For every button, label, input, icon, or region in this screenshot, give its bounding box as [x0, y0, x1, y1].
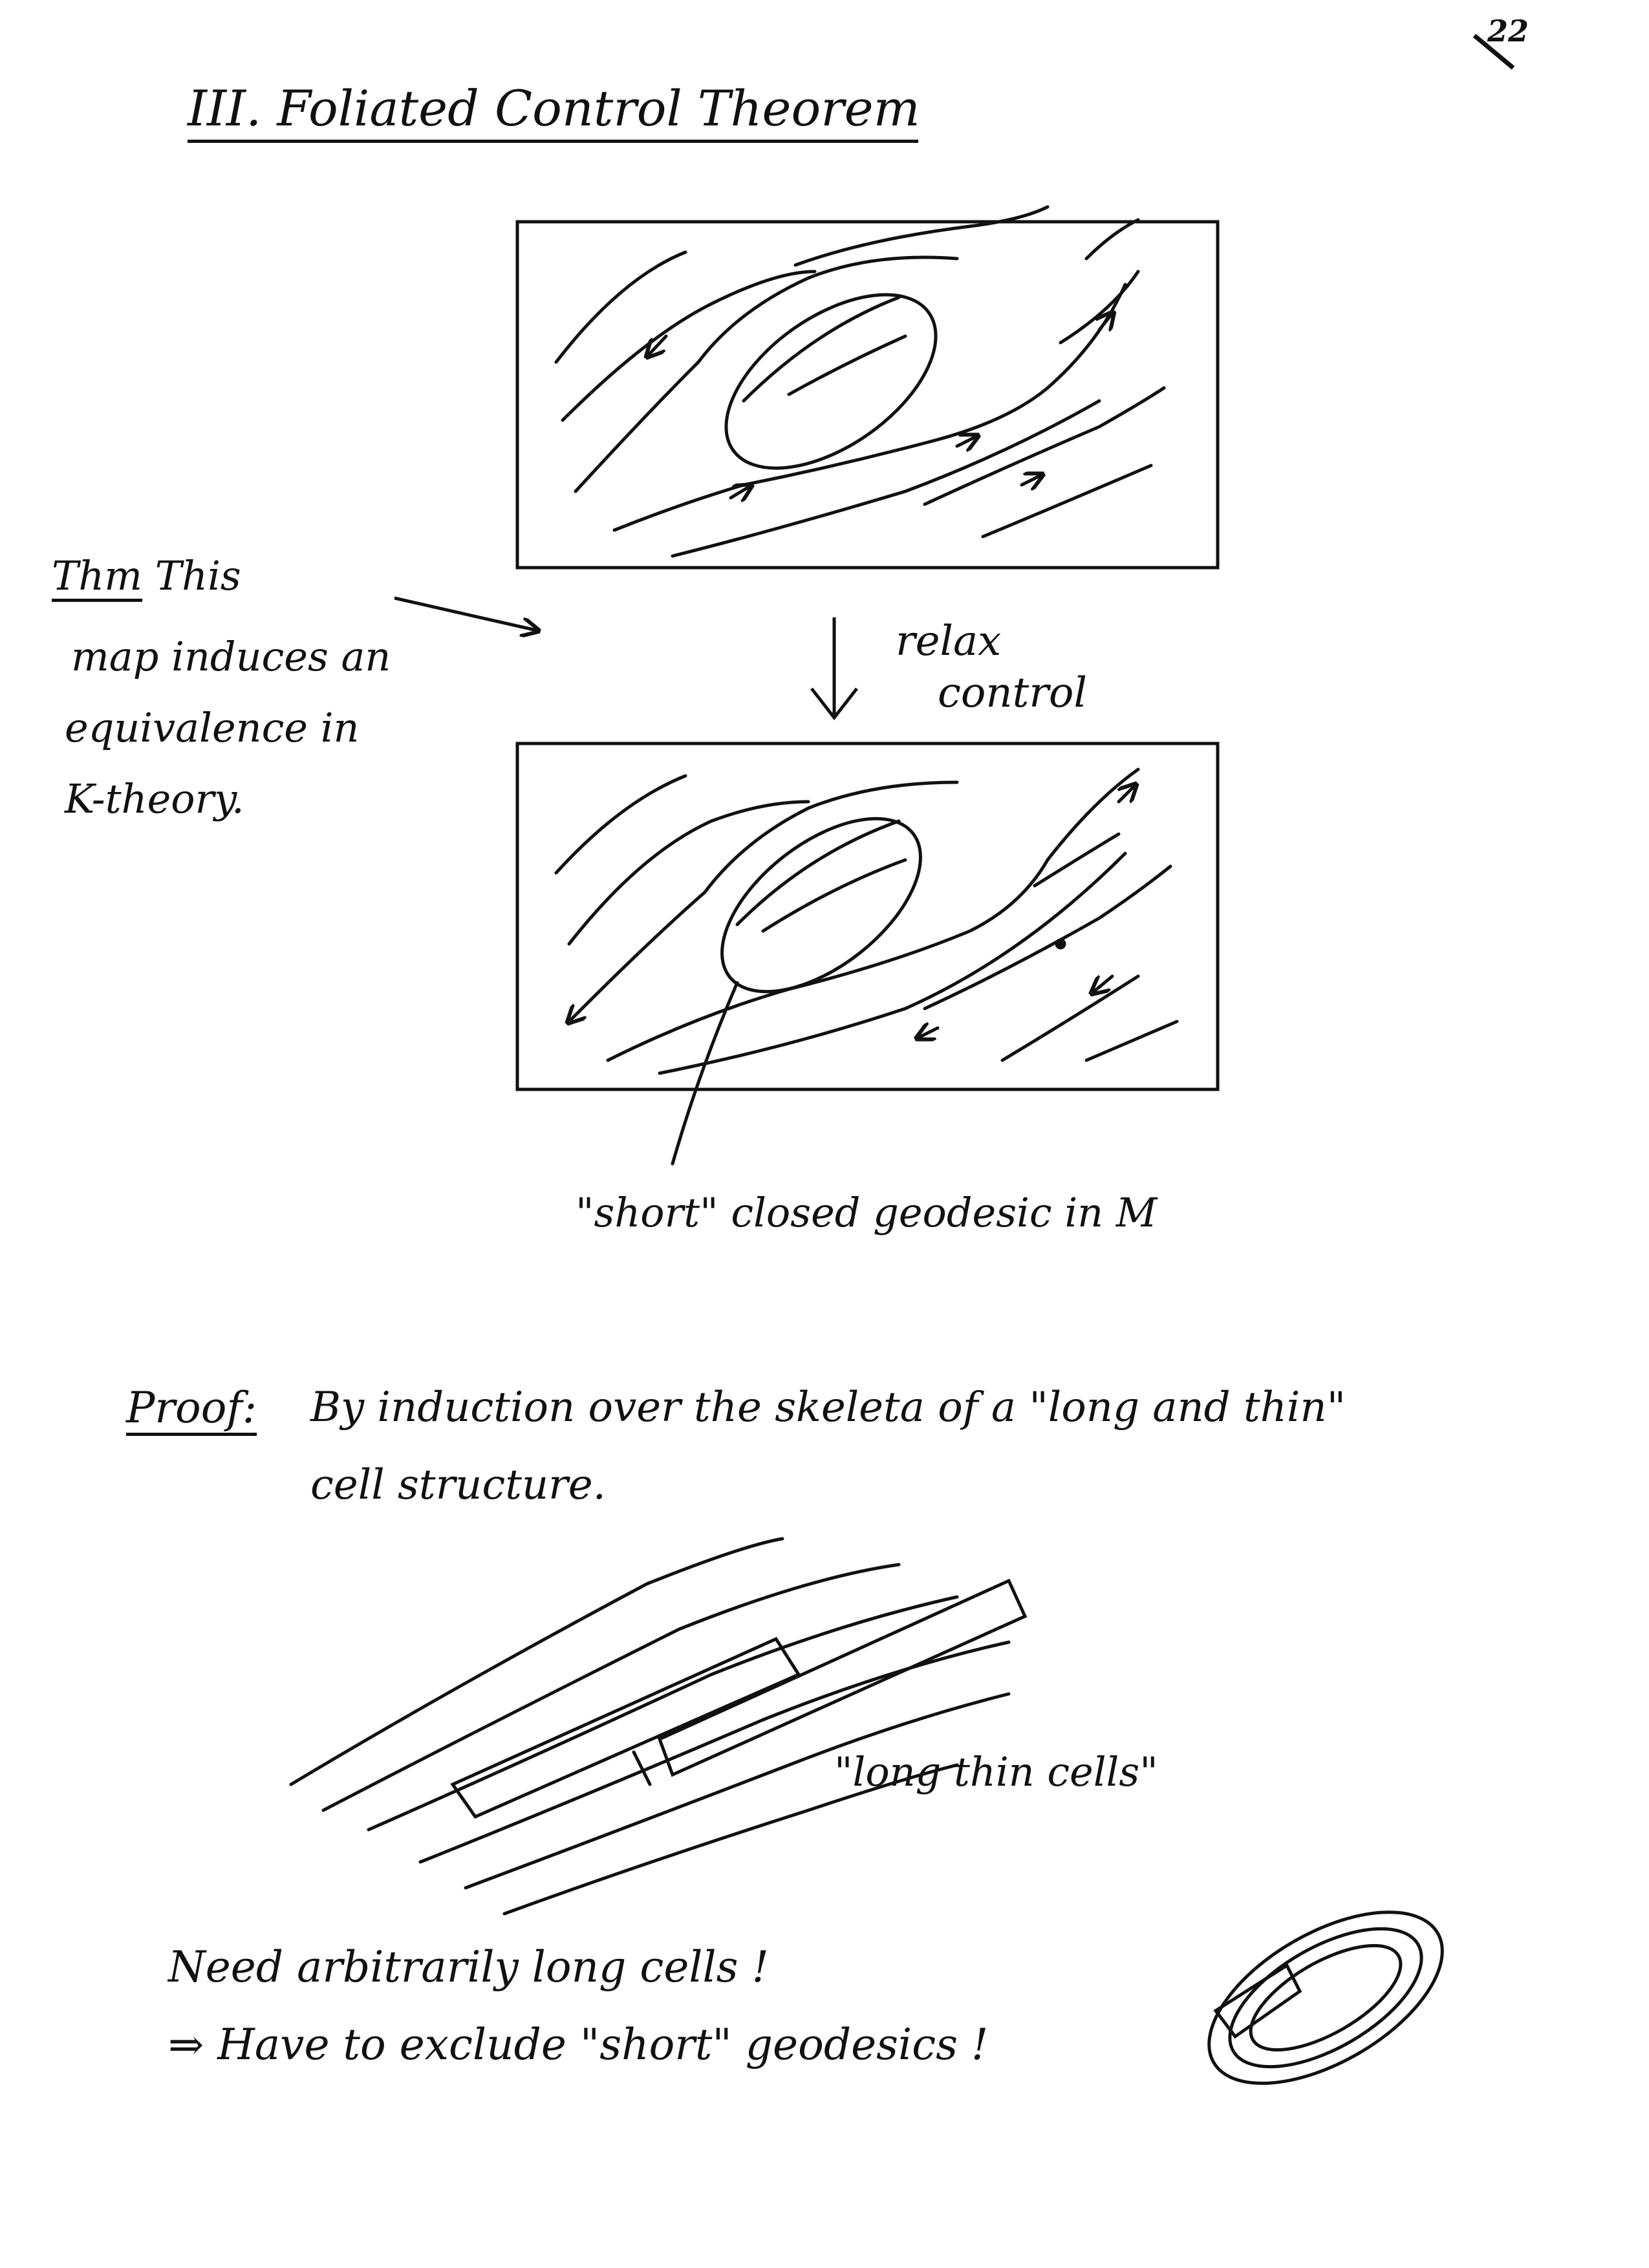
- leaf: [1086, 1022, 1177, 1060]
- nested-closed-leaves-diagram: [1181, 1877, 1470, 2118]
- leaf: [576, 257, 957, 491]
- conclusion-line-1: Need arbitrarily long cells !: [168, 1942, 769, 1992]
- leaf: [925, 866, 1170, 1009]
- proof-label: Proof:: [126, 1383, 257, 1433]
- page-title: III. Foliated Control Theorem: [188, 80, 920, 137]
- geodesic-caption: "short" closed geodesic in M: [576, 1189, 1158, 1236]
- leaf: [983, 465, 1151, 537]
- leaf: [556, 776, 685, 873]
- proof-line-1: By induction over the skeleta of a "long and thin": [310, 1384, 1346, 1431]
- diagram-frame-top: [517, 222, 1218, 568]
- geodesic-pointer-line: [673, 983, 737, 1164]
- foliation-diagram-controlled: [517, 207, 1218, 568]
- page-number: 22: [1487, 14, 1529, 48]
- leaf: [614, 284, 1125, 530]
- closed-leaf-bottom: [692, 785, 951, 1025]
- theorem-line-3: K-theory.: [65, 775, 244, 822]
- leaf: [660, 853, 1125, 1073]
- theorem-line-0: This: [155, 552, 241, 599]
- leaf: [1086, 220, 1138, 259]
- diagram-frame-bottom: [517, 744, 1218, 1089]
- theorem-line-1: map induces an: [71, 633, 391, 680]
- theorem-pointer-arrow: [394, 598, 537, 630]
- cells-caption: "long thin cells": [834, 1748, 1158, 1795]
- foliation-diagram-relaxed: [517, 744, 1218, 1164]
- conclusion-line-2: ⇒ Have to exclude "short" geodesics !: [168, 2020, 989, 2070]
- theorem-heading: [52, 552, 241, 599]
- proof-line-2: cell structure.: [310, 1461, 606, 1509]
- leaf: [569, 802, 808, 944]
- theorem-line-2: equivalence in: [65, 704, 360, 751]
- title-underline: [188, 140, 918, 143]
- long-thin-cells-diagram: [291, 1539, 1025, 1914]
- arrow-label-control: control: [938, 669, 1087, 717]
- arrow-label-relax: relax: [896, 617, 1002, 665]
- theorem-label: Thm: [52, 552, 143, 599]
- leaf: [556, 252, 685, 362]
